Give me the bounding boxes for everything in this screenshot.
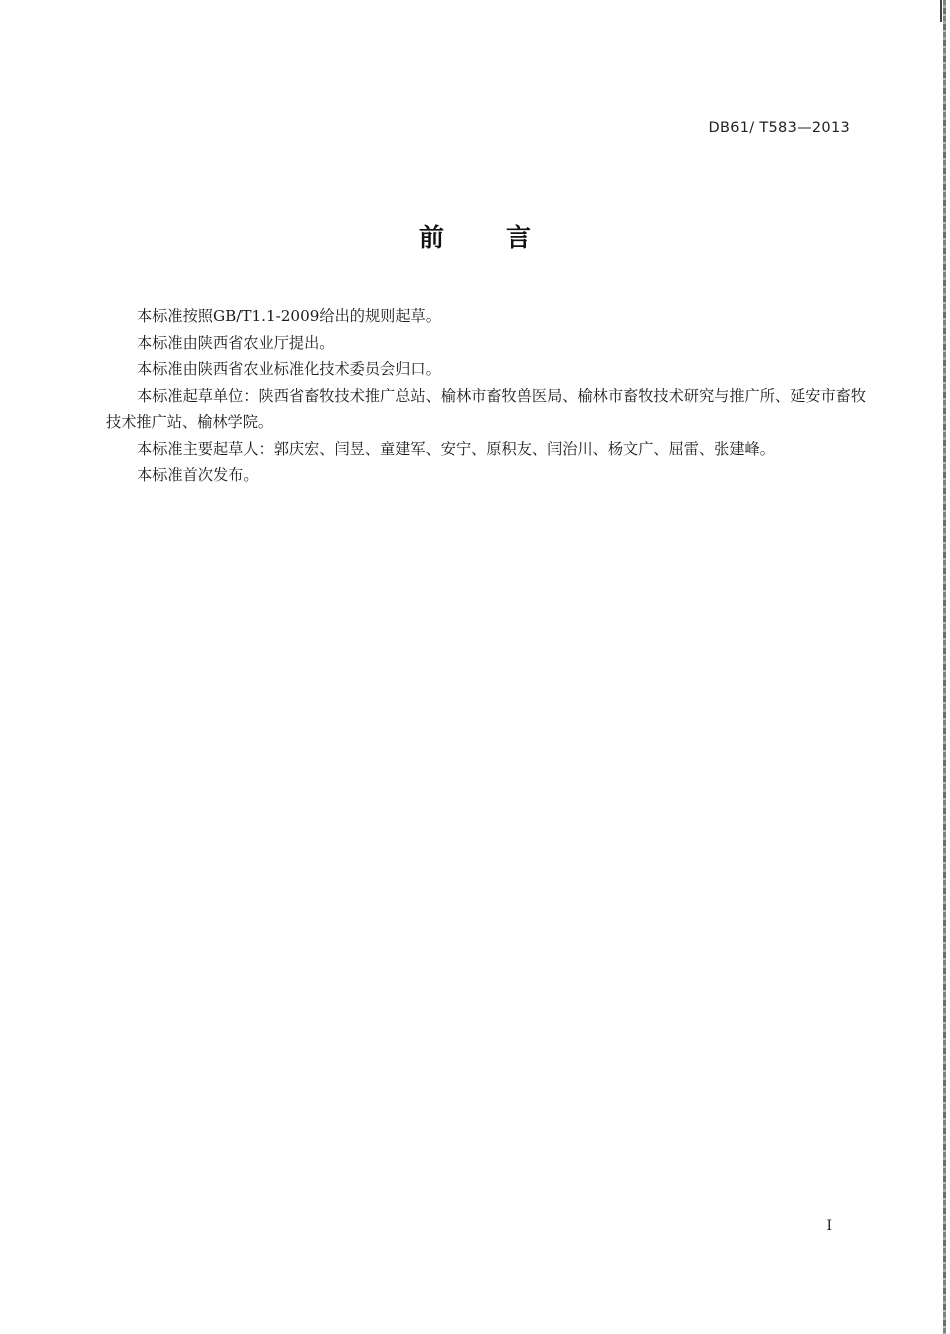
scan-edge-shadow [943, 0, 946, 1334]
page-title: 前言 [418, 223, 593, 252]
paragraph-centralized: 本标准由陕西省农业标准化技术委员会归口。 [137, 360, 441, 378]
paragraph-drafters: 本标准主要起草人：郭庆宏、闫昱、童建军、安宁、原积友、闫治川、杨文广、屈雷、张建峰。 [137, 439, 775, 458]
scan-edge-mark [940, 0, 942, 22]
paragraph-first-release: 本标准首次发布。 [137, 466, 259, 484]
paragraph-drafting-units: 本标准起草单位：陕西省畜牧技术推广总站、榆林市畜牧兽医局、榆林市畜牧技术研究与推广所、延安市畜牧技术推广站、榆林学院。 [106, 386, 866, 431]
paragraph-drafting-rules: 本标准按照GB/T1.1-2009给出的规则起草。 [137, 307, 441, 325]
paragraph-proposer: 本标准由陕西省农业厅提出。 [137, 333, 335, 352]
page-number: I [826, 1218, 832, 1234]
foreword-body [106, 303, 866, 489]
standard-code: DB61/ T583—2013 [708, 120, 850, 136]
